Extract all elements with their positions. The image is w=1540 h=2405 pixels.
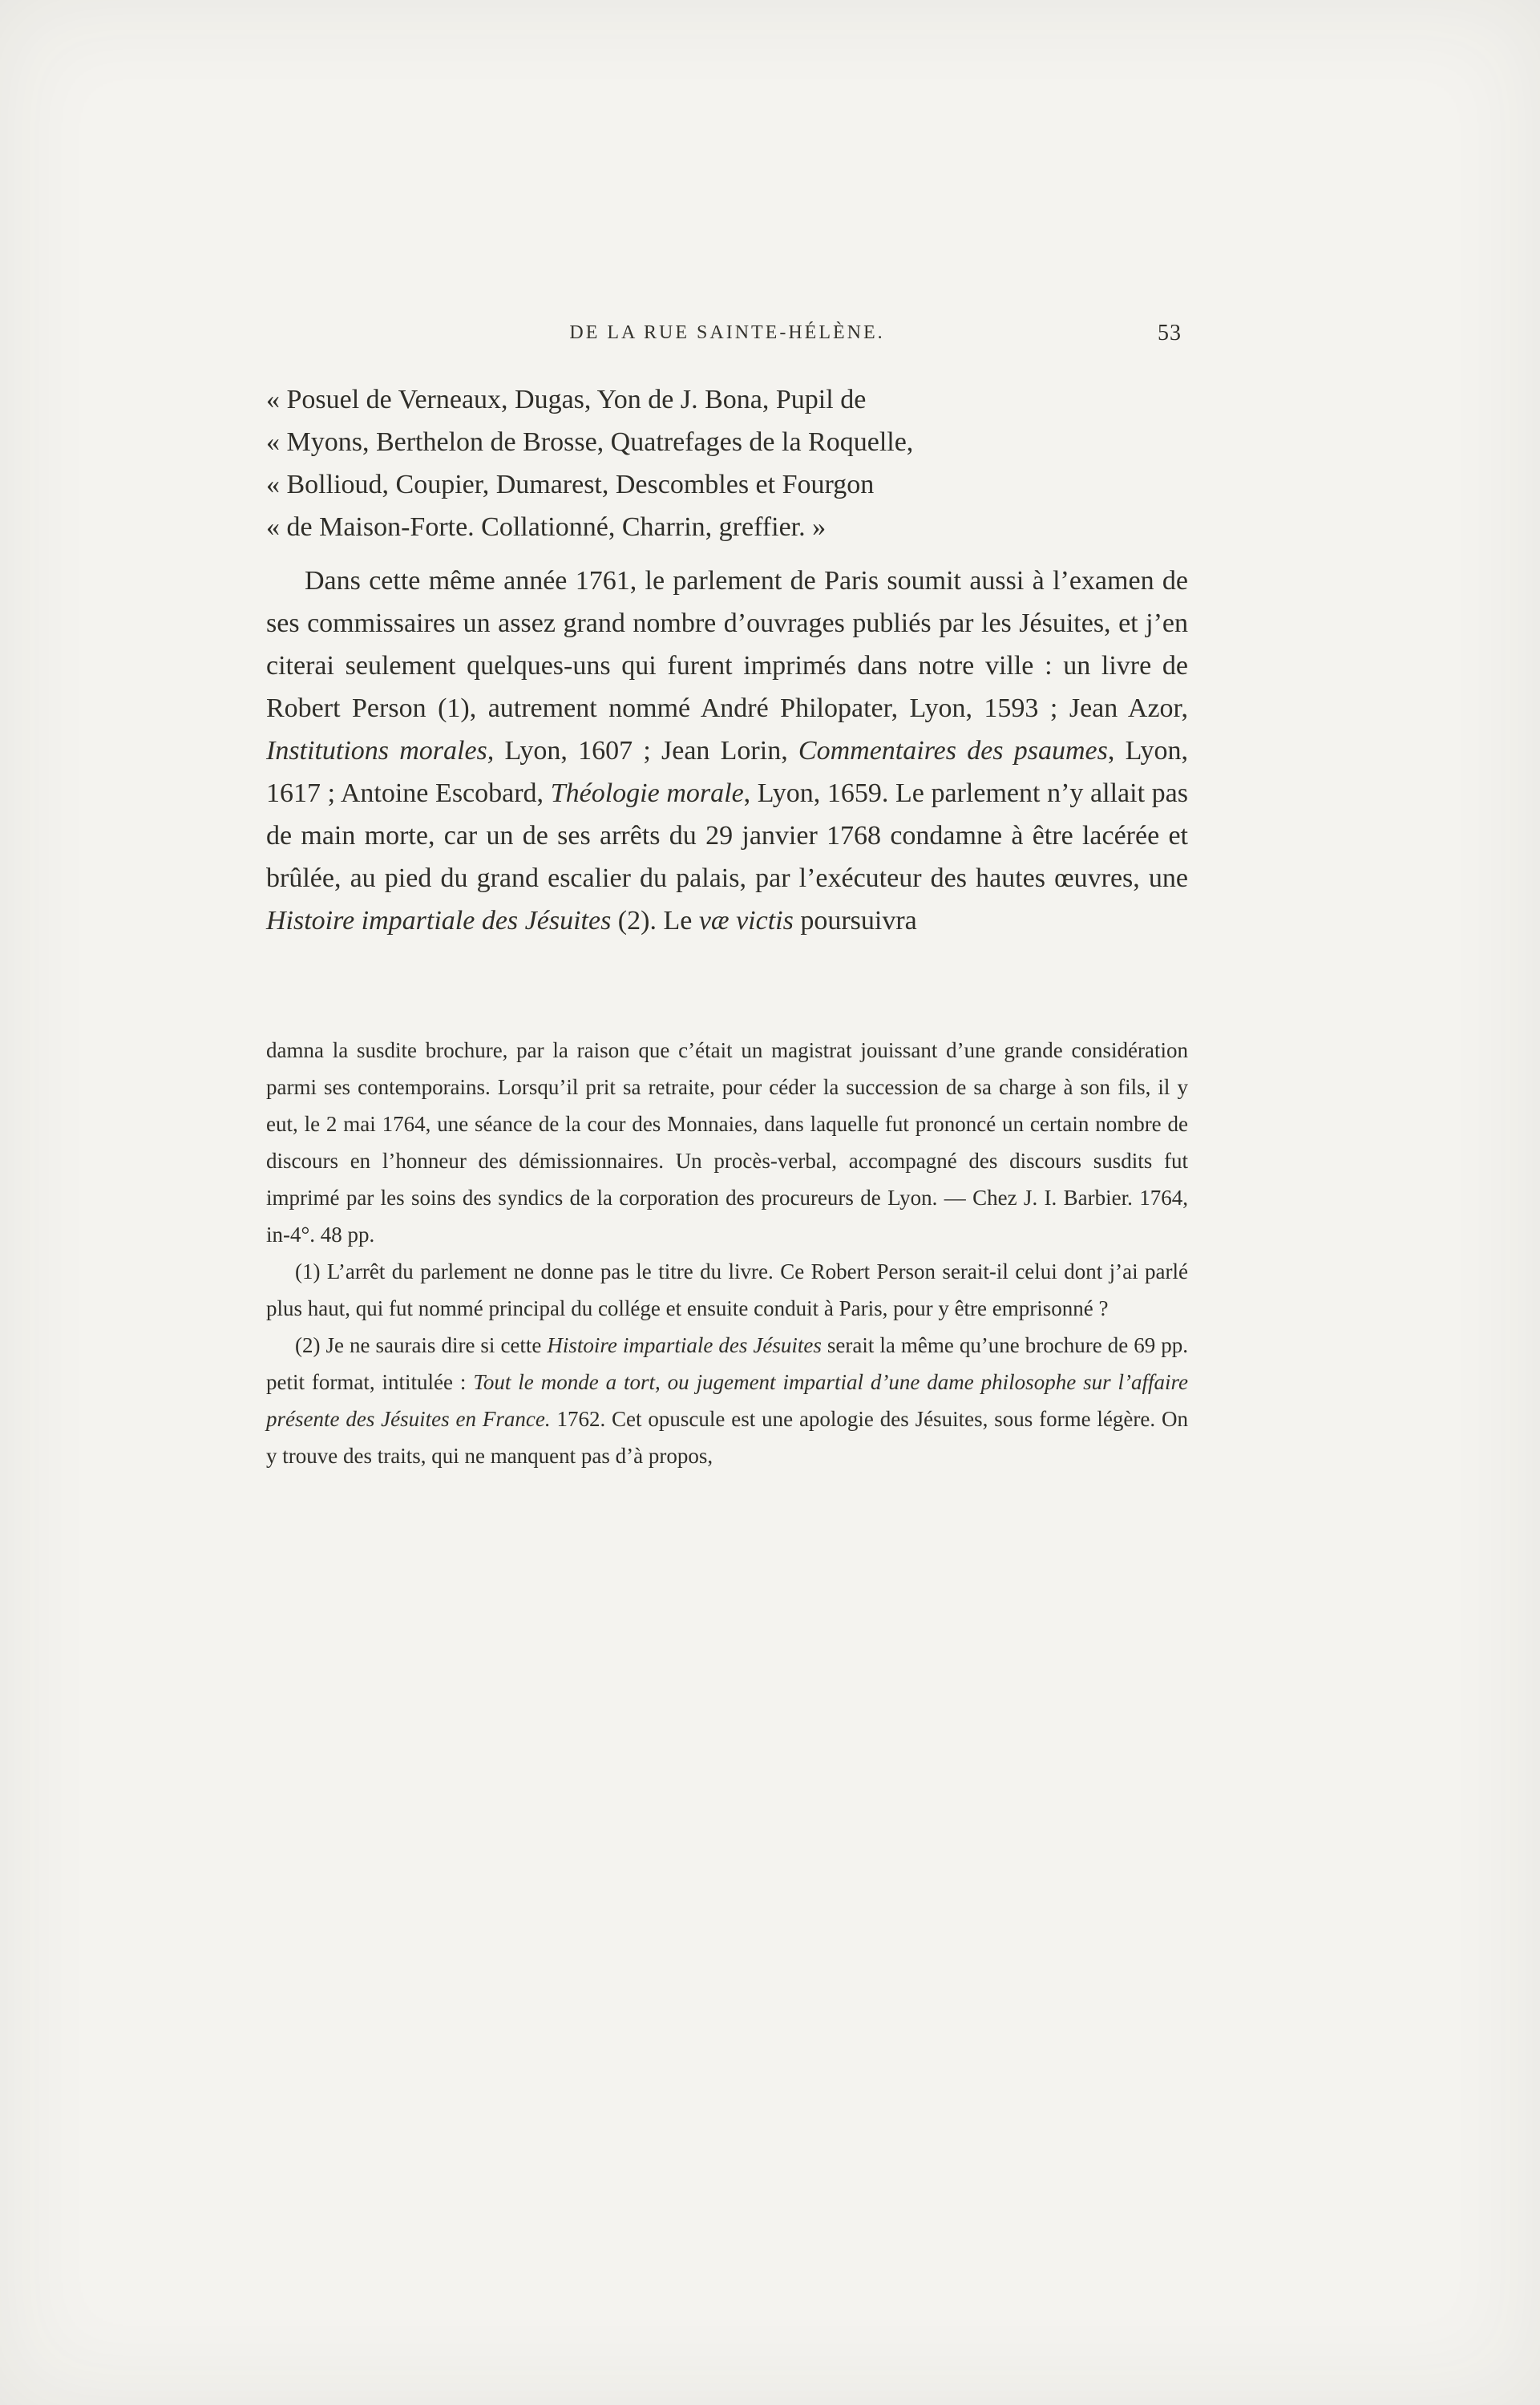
footnote-2: (2) Je ne saurais dire si cette Histoire impartiale des Jésuites serait la même qu’une brochure de 69 pp. petit format, intitulée : Tout le monde a tort, ou jugement impartial d’une dame philosophe sur l’affaire présente des Jésuites en France. 1762. Cet opuscule est une apologie des Jésuites, sous forme légère. On y trouve des traits, qui ne manquent pas d’à propos,: [266, 1333, 1189, 1468]
quote-line: « de Maison-Forte. Collationné, Charrin, greffier. »: [266, 512, 827, 542]
page-content: [266, 322, 1188, 1474]
quote-line: « Posuel de Verneaux, Dugas, Yon de J. Bona, Pupil de: [266, 385, 867, 414]
quoted-signatories-block: [266, 378, 1188, 548]
running-header-title: DE LA RUE SAINTE-HÉLÈNE.: [569, 322, 885, 343]
running-header: [266, 322, 1188, 354]
page-number: 53: [1158, 321, 1182, 346]
footnote-continuation: damna la susdite brochure, par la raison que c’était un magistrat jouissant d’une grande considération parmi ses contemporains. Lorsqu’il prit sa retraite, pour céder la succession de sa charge à son fils, il y eut, le 2 mai 1764, une séance de la cour des Monnaies, dans laquelle fut prononcé un certain nombre de discours en l’honneur des démissionnaires. Un procès-verbal, accompagné des discours susdits fut imprimé par les soins des syndics de la corporation des procureurs de Lyon. — Chez J. I. Barbier. 1764, in-4°. 48 pp.: [266, 1038, 1188, 1247]
footnote-1: (1) L’arrêt du parlement ne donne pas le titre du livre. Ce Robert Person serait-il celui dont j’ai parlé plus haut, qui fut nommé principal du collége et ensuite conduit à Paris, pour y être emprisonné ?: [266, 1259, 1188, 1320]
quote-line: « Myons, Berthelon de Brosse, Quatrefages de la Roquelle,: [266, 427, 914, 457]
body-paragraph: Dans cette même année 1761, le parlement de Paris soumit aussi à l’examen de ses commissaires un assez grand nombre d’ouvrages publiés par les Jésuites, et j’en citerai seulement quelques-uns qui furent imprimés dans notre ville : un livre de Robert Person (1), autrement nommé André Philopater, Lyon, 1593 ; Jean Azor, Institutions morales, Lyon, 1607 ; Jean Lorin, Commentaires des psaumes, Lyon, 1617 ; Antoine Escobard, Théologie morale, Lyon, 1659. Le parlement n’y allait pas de main morte, car un de ses arrêts du 29 janvier 1768 condamne à être lacérée et brûlée, au pied du grand escalier du palais, par l’exécuteur des hautes œuvres, une Histoire impartiale des Jésuites (2). Le væ victis poursuivra: [266, 566, 1188, 936]
footnotes-section: [266, 1032, 1188, 1474]
quote-line: « Bollioud, Coupier, Dumarest, Descombles et Fourgon: [266, 470, 875, 499]
